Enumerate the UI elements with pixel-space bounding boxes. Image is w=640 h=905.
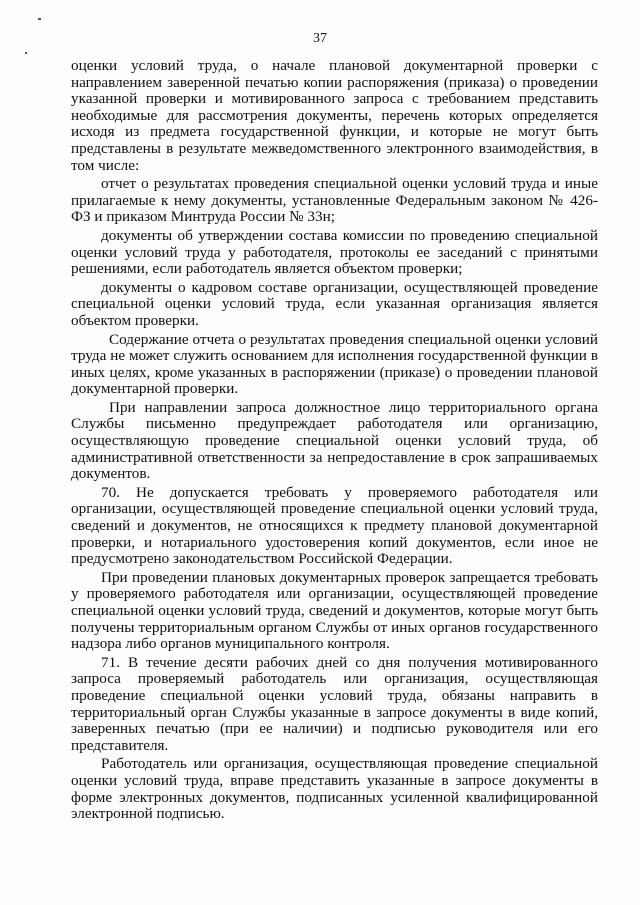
scan-mark (25, 52, 27, 54)
paragraph: оценки условий труда, о начале плановой документарной проверки с направлением заверенной печатью копии распоряжения (приказа) о проведении указанной проверки и мотивированного запроса с требованием представить необходимые для рассмотрения документы, перечень которых определяется исходя из предмета государственной функции, и которые не могут быть представлены в результате межведомственного электронного взаимодействия, в том числе: (71, 57, 598, 174)
document-body (71, 58, 598, 825)
scan-mark (38, 18, 41, 20)
paragraph: Работодатель или организация, осуществляющая проведение специальной оценки условий труда, вправе представить указанные в запросе документы в форме электронных документов, подписанных усиленной квалифицированной электронной подписью. (71, 755, 598, 823)
paragraph: 70. Не допускается требовать у проверяемого работодателя или организации, осуществляющей проведение специальной оценки условий труда, сведений и документов, не относящихся к предмету плановой документарной проверки, и нотариального удостоверения копий документов, если иное не предусмотрено законодательством Российской Федерации. (71, 483, 598, 568)
page-number: 37 (313, 31, 327, 46)
paragraph: Содержание отчета о результатах проведения специальной оценки условий труда не может служить основанием для исполнения государственной функции в иных целях, кроме указанных в распоряжении (приказе) о проведении плановой документарной проверки. (71, 330, 598, 398)
paragraph: документы об утверждении состава комиссии по проведению специальной оценки условий труда у работодателя, протоколы ее заседаний с принятыми решениями, если работодатель является объектом проверки; (71, 226, 598, 278)
paragraph: отчет о результатах проведения специальной оценки условий труда и иные прилагаемые к нему документы, установленные Федеральным законом № 426-ФЗ и приказом Минтруда России № 33н; (71, 175, 598, 226)
paragraph: 71. В течение десяти рабочих дней со дня получения мотивированного запроса проверяемый работодатель или организация, осуществляющая проведение специальной оценки условий труда, обязаны направить в территориальный орган Службы указанные в запросе документы в виде копий, заверенных печатью (при ее наличии) и подписью руководителя или его представителя. (71, 653, 598, 754)
paragraph: При проведении плановых документарных проверок запрещается требовать у проверяемого работодателя или организации, осуществляющей проведение специальной оценки условий труда, сведений и документов, которые могут быть получены территориальным органом Службы от иных органов государственного надзора либо органов муниципального контроля. (71, 568, 598, 653)
paragraph: При направлении запроса должностное лицо территориального органа Службы письменно предупреждает работодателя или организацию, осуществляющую проведение специальной оценки условий труда, об административной ответственности за непредоставление в срок запрашиваемых документов. (71, 398, 598, 483)
paragraph: документы о кадровом составе организации, осуществляющей проведение специальной оценки условий труда, если указанная организация является объектом проверки. (71, 278, 598, 329)
